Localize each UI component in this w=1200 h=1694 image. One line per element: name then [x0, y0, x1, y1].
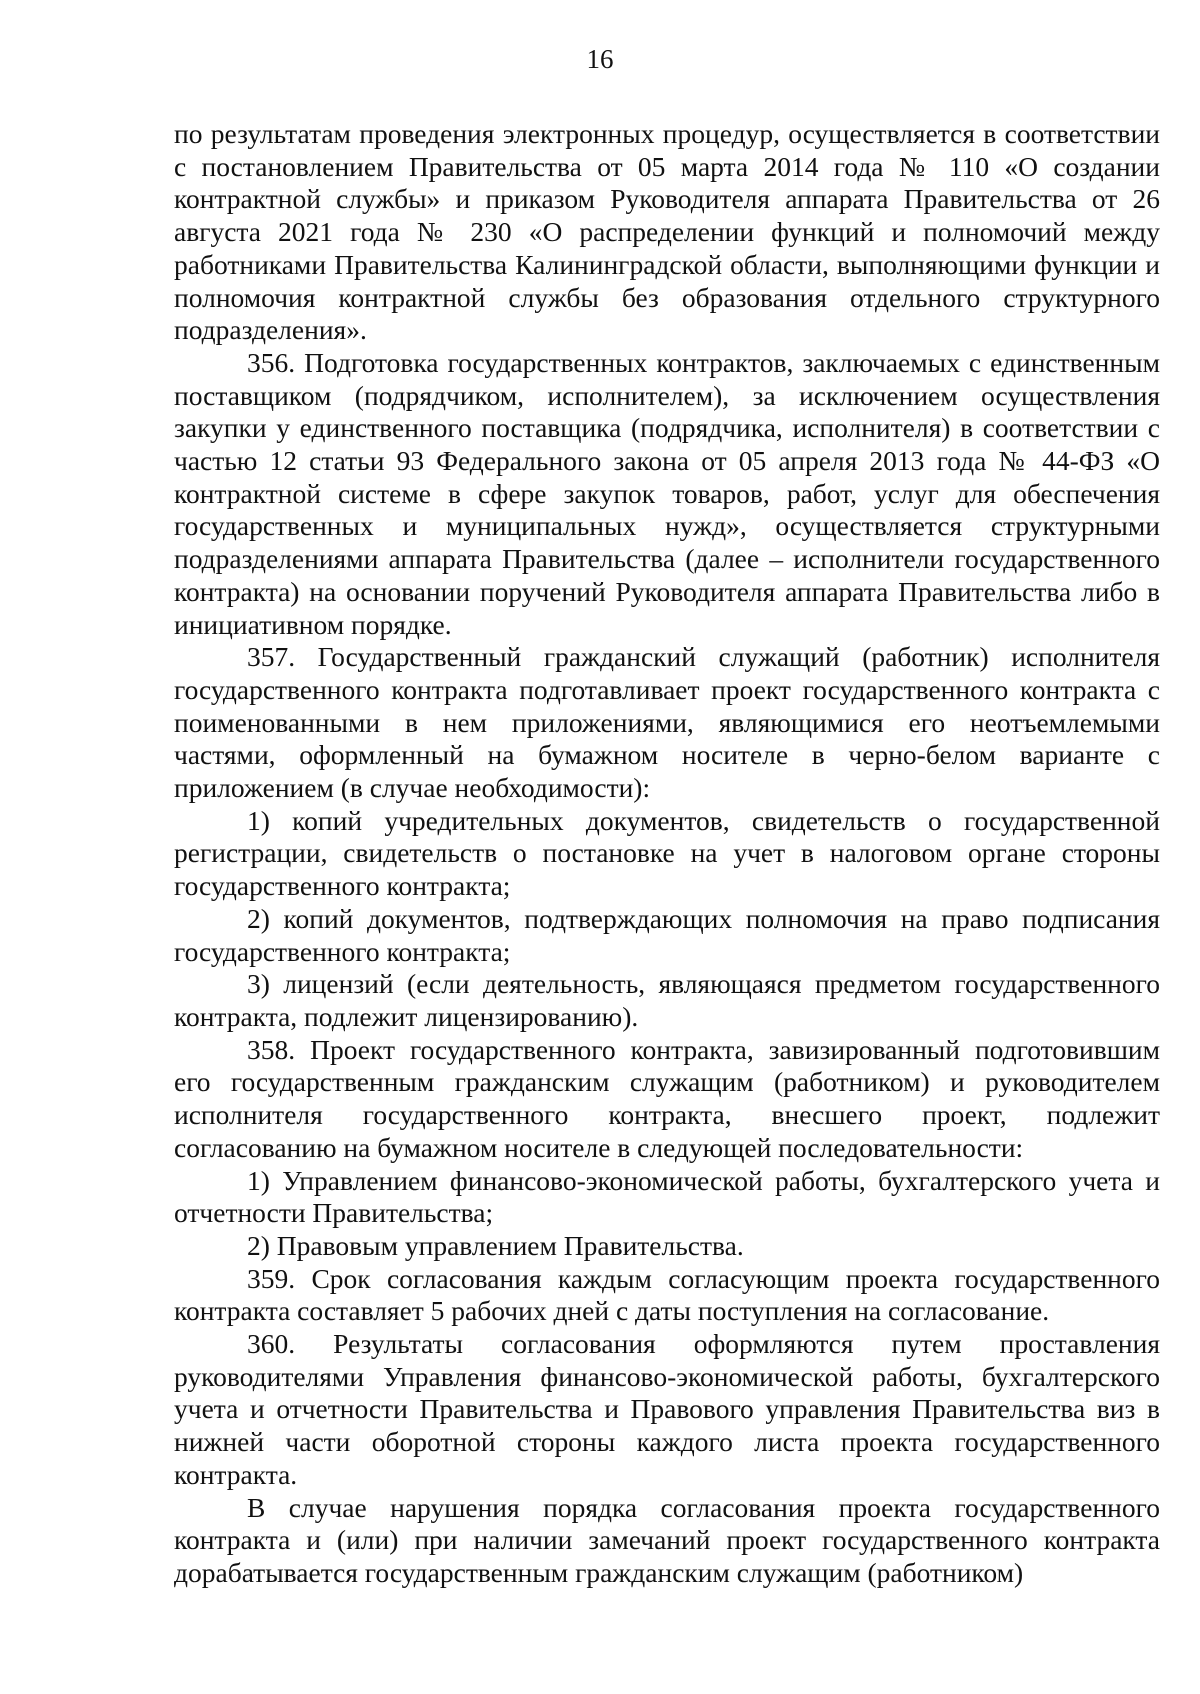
paragraph-360-continuation: В случае нарушения порядка согласования проекта государственного контракта и (или) при наличии замечаний проект государственного контракта дорабатывается государственным гражданским служащим (работником)	[174, 1491, 1160, 1588]
paragraph-359: 359. Срок согласования каждым согласующим проекта государственного контракта составляет 5 рабочих дней с даты поступления на согласование.	[174, 1262, 1160, 1327]
paragraph-356: 356. Подготовка государственных контрактов, заключаемых с единственным поставщиком (подрядчиком, исполнителем), за исключением осуществления закупки у единственного поставщика (подрядчика, исполнителя) в соответствии с частью 12 статьи 93 Федерального закона от 05 апреля 2013 года № 44-ФЗ «О контрактной системе в сфере закупок товаров, работ, услуг для обеспечения государственных и муниципальных нужд», осуществляется структурными подразделениями аппарата Правительства (далее – исполнители государственного контракта) на основании поручений Руководителя аппарата Правительства либо в инициативном порядке.	[174, 346, 1160, 640]
list-item-357-1: 1) копий учредительных документов, свидетельств о государственной регистрации, свидетельств о постановке на учет в налоговом органе стороны государственного контракта;	[174, 804, 1160, 902]
paragraph-360: 360. Результаты согласования оформляются путем проставления руководителями Управления финансово-экономической работы, бухгалтерского учета и отчетности Правительства и Правового управления Правительства виз в нижней части оборотной стороны каждого листа проекта государственного контракта.	[174, 1328, 1160, 1490]
page-number: 16	[586, 44, 614, 74]
paragraph-358: 358. Проект государственного контракта, завизированный подготовившим его государственным гражданским служащим (работником) и руководителем исполнителя государственного контракта, внесшего проект, подлежит согласованию на бумажном носителе в следующей последовательности:	[174, 1033, 1160, 1163]
list-item-357-3: 3) лицензий (если деятельность, являющаяся предметом государственного контракта, подлежит лицензированию).	[174, 968, 1160, 1032]
paragraph-continuation: по результатам проведения электронных процедур, осуществляется в соответствии с постановлением Правительства от 05 марта 2014 года № 110 «О создании контрактной службы» и приказом Руководителя аппарата Правительства от 26 августа 2021 года № 230 «О распределении функций и полномочий между работниками Правительства Калининградской области, выполняющими функции и полномочия контрактной службы без образования отдельного структурного подразделения».	[174, 118, 1160, 346]
list-item-357-2: 2) копий документов, подтверждающих полномочия на право подписания государственного контракта;	[174, 902, 1160, 967]
paragraph-357: 357. Государственный гражданский служащий (работник) исполнителя государственного контракта подготавливает проект государственного контракта с поименованными в нем приложениями, являющимися его неотъемлемыми частями, оформленный на бумажном носителе в черно-белом варианте с приложением (в случае необходимости):	[174, 641, 1160, 804]
list-item-358-1: 1) Управлением финансово-экономической работы, бухгалтерского учета и отчетности Правительства;	[174, 1164, 1160, 1229]
list-item-358-2: 2) Правовым управлением Правительства.	[247, 1229, 744, 1261]
document-body	[174, 118, 1160, 1590]
